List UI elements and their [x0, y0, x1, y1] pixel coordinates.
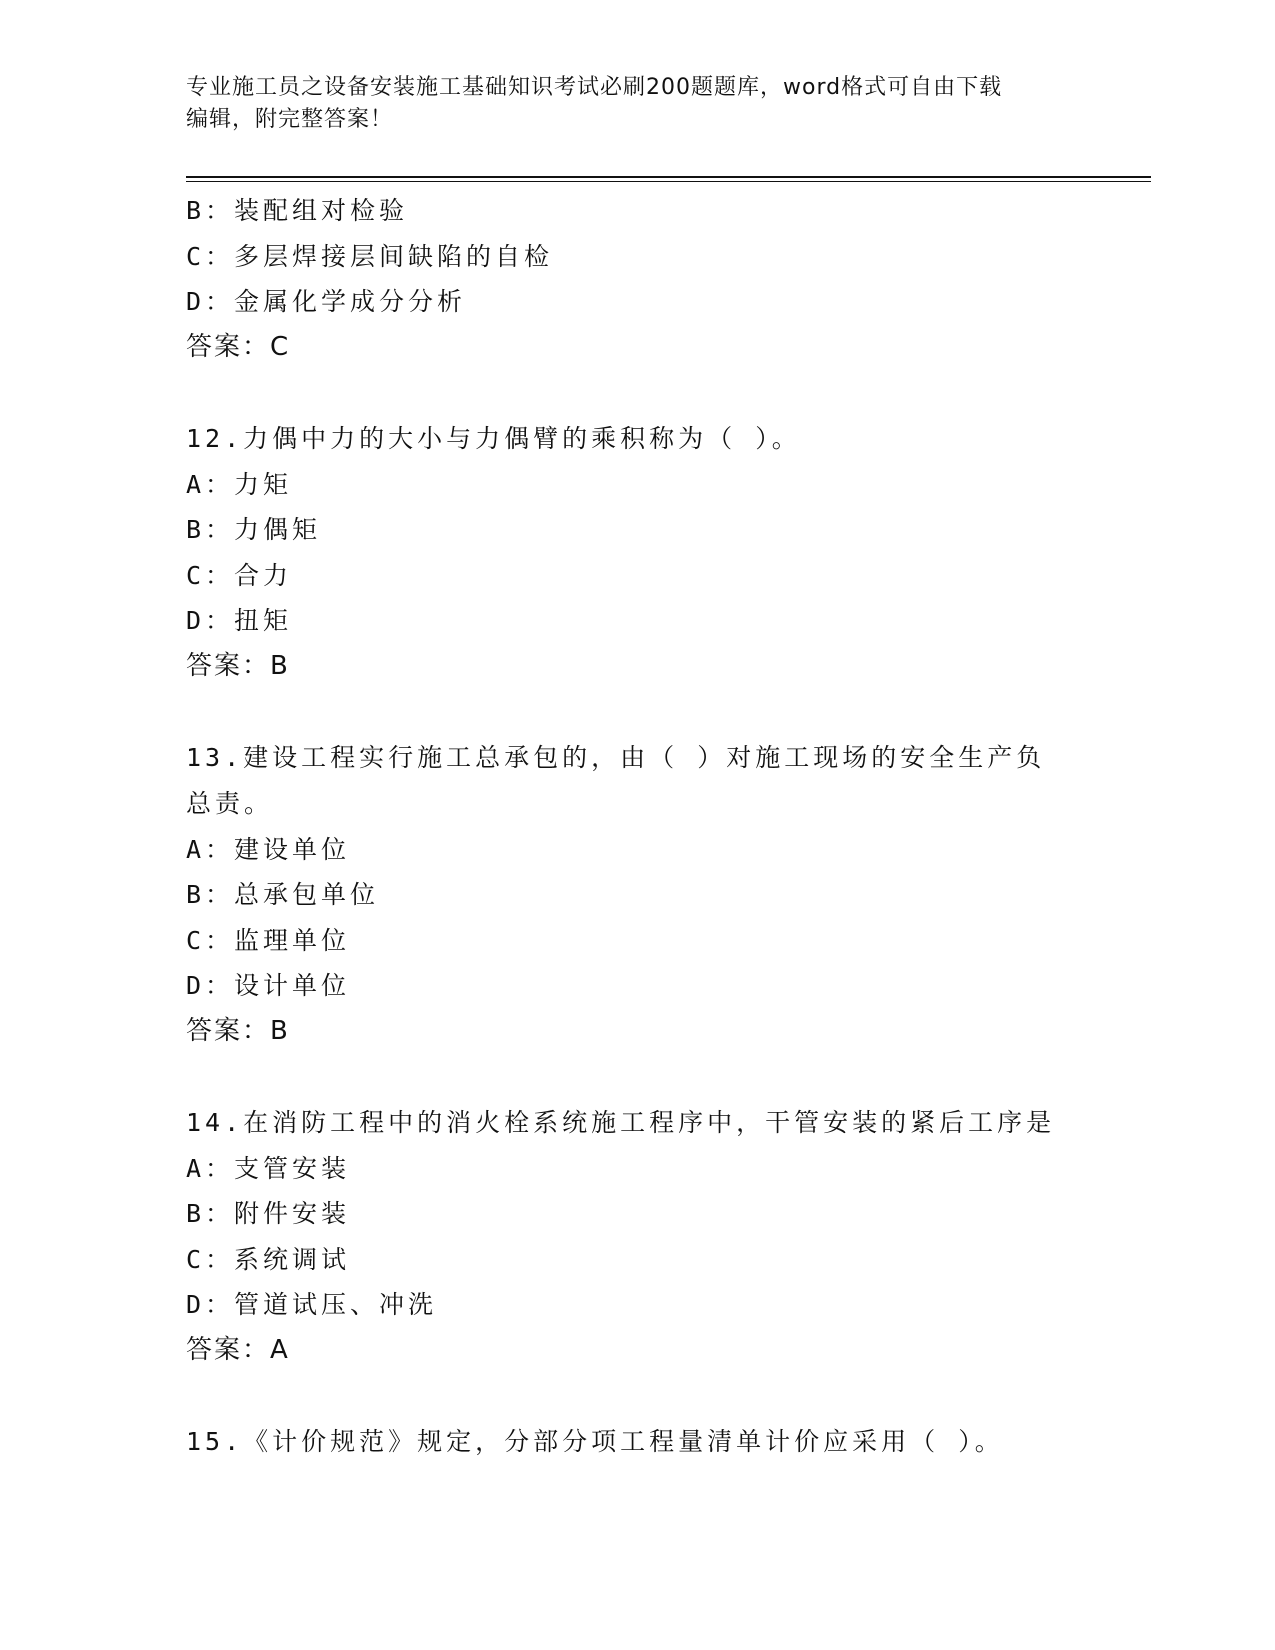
option-c: C：系统调试: [186, 1244, 351, 1274]
option-a: A：力矩: [186, 469, 293, 499]
question-stem: 13.建设工程实行施工总承包的，由（ ）对施工现场的安全生产负总责。: [186, 742, 1046, 818]
option-c: C：多层焊接层间缺陷的自检: [186, 241, 554, 271]
document-header: [186, 72, 1066, 136]
option-b: B：装配组对检验: [186, 196, 409, 225]
option-b: B：力偶矩: [186, 515, 322, 544]
option-d: D：金属化学成分分析: [186, 287, 467, 316]
question-13: [186, 735, 1086, 1055]
option-d: D：设计单位: [186, 971, 351, 1000]
question-15: [186, 1419, 1086, 1465]
option-b: B：附件安装: [186, 1199, 351, 1228]
question-stem: 12.力偶中力的大小与力偶臂的乘积称为（ ）。: [186, 423, 801, 453]
option-d: D：扭矩: [186, 606, 293, 635]
spacer: [186, 1054, 1086, 1100]
spacer: [186, 1373, 1086, 1419]
answer-line: 答案：A: [186, 1334, 290, 1365]
option-c: C：监理单位: [186, 925, 351, 955]
spacer: [186, 370, 1086, 416]
question-12: [186, 416, 1086, 690]
header-divider-thick: [186, 176, 1151, 178]
question-11-fragment: [186, 188, 1086, 370]
question-list: [186, 188, 1086, 1465]
spacer: [186, 689, 1086, 735]
answer-line: 答案：C: [186, 331, 291, 362]
header-divider-thin: [186, 181, 1151, 182]
answer-line: 答案：B: [186, 1015, 290, 1046]
answer-line: 答案：B: [186, 650, 290, 681]
question-stem: 14.在消防工程中的消火栓系统施工程序中，干管安装的紧后工序是: [186, 1107, 1056, 1137]
option-a: A：支管安装: [186, 1153, 351, 1183]
option-d: D：管道试压、冲洗: [186, 1290, 438, 1319]
question-14: [186, 1100, 1086, 1374]
header-title-line-1: 专业施工员之设备安装施工基础知识考试必刷200题题库，word格式可自由下载: [186, 75, 1003, 100]
option-b: B：总承包单位: [186, 880, 380, 909]
option-a: A：建设单位: [186, 834, 351, 864]
header-title-line-2: 编辑，附完整答案！: [186, 107, 394, 132]
question-stem: 15.《计价规范》规定，分部分项工程量清单计价应采用（ ）。: [186, 1426, 1004, 1456]
option-c: C：合力: [186, 560, 293, 590]
